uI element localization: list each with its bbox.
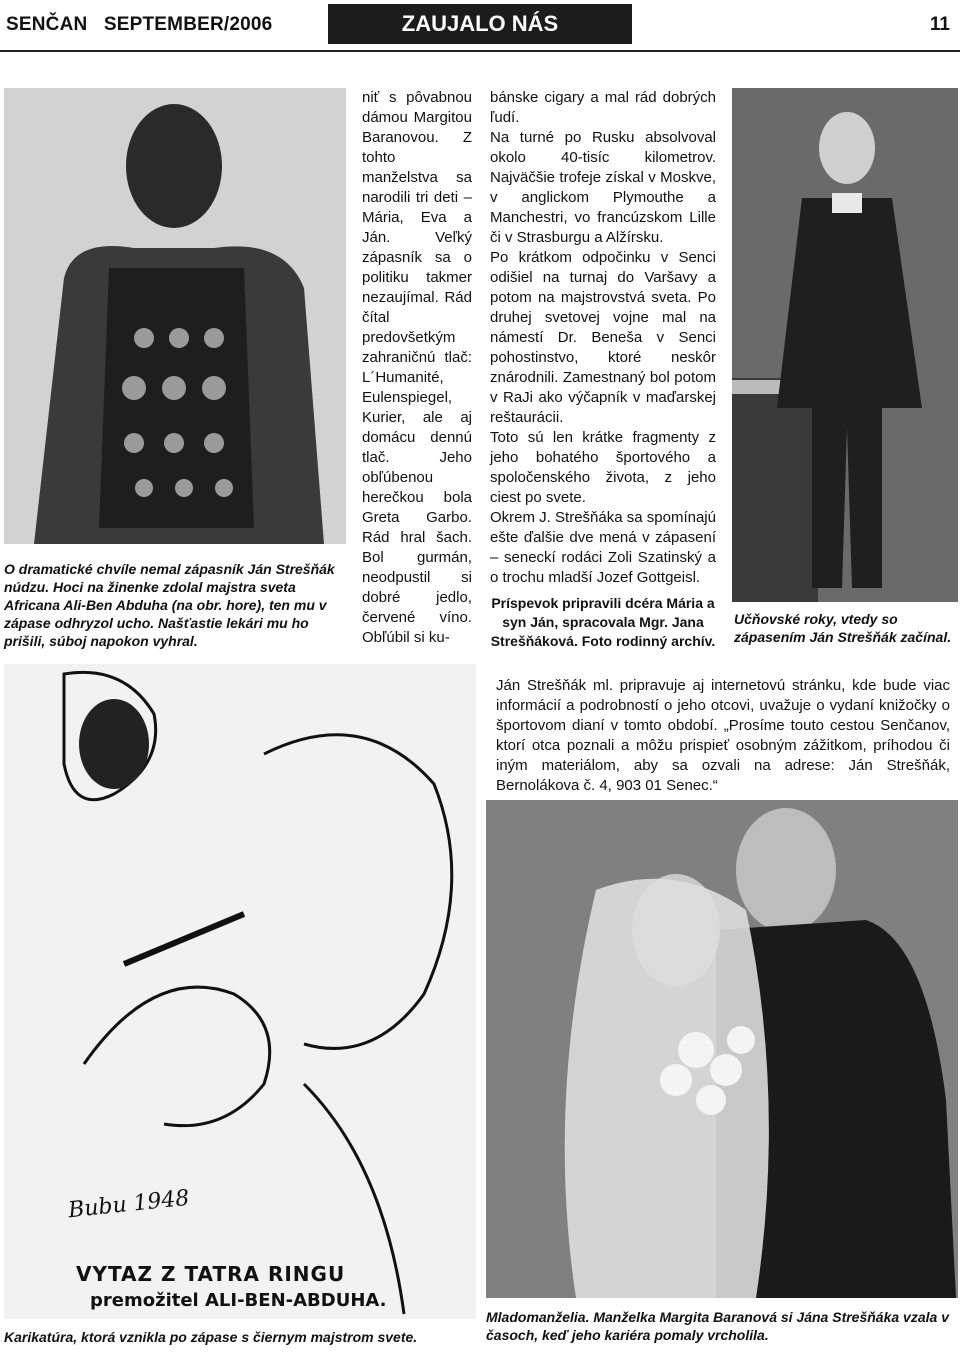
paragraph: Toto sú len krátke fragmenty z jeho bohatého športového a spoločenského života, z jeho ciest po svete. xyxy=(490,429,716,506)
wedding-caption: Mladomanželia. Manželka Margita Baranová si Jána Strešňáka vzala v časoch, keď jeho kariéra pomaly vrcholila. xyxy=(486,1309,949,1343)
article-credit: Príspevok pripravili dcéra Mária a syn Ján, spracovala Mgr. Jana Strešňáková. Foto rodinný archív. xyxy=(490,595,716,649)
paragraph: Okrem J. Strešňáka sa spomínajú ešte ďalšie dve mená v zápasení – seneckí rodáci Zoli Szatinský a o trochu mladší Jozef Gottgeisl. xyxy=(490,509,716,586)
header-divider xyxy=(0,50,960,52)
article-column-right xyxy=(490,88,716,588)
page-number: 11 xyxy=(929,14,950,35)
section-title: ZAUJALO NÁS xyxy=(328,4,632,44)
page-header xyxy=(0,0,960,52)
wrestler-caption: O dramatické chvíle nemal zápasník Ján Strešňák núdzu. Hoci na žinenke zdolal majstra sveta Africana Ali-Ben Abduha (na obr. hore), ten mu v zápase odhryzol ucho. Našťastie lekári mu ho prišili, súboj napokon vyhral. xyxy=(4,561,335,649)
article-note: Ján Strešňák ml. pripravuje aj internetovú stránku, kde bude viac informácií a podrobností o jeho otcovi, uvažuje o vydaní knižočky o športovom dianí v tomto období. „Prosíme touto cestou Senčanov, ktorí otca poznali a môžu prispieť osobným zážitkom, príhodou či iným materiálom, aby sa ozvali na adrese: Ján Strešňák, Bernolákova č. 4, 903 01 Senec.“ xyxy=(496,677,950,794)
young-man-caption: Učňovské roky, vtedy so zápasením Ján Strešňák začínal. xyxy=(734,611,952,645)
paragraph: bánske cigary a mal rád dobrých ľudí. xyxy=(490,89,716,126)
article-column-middle: niť s pôvabnou dámou Margitou Baranovou. Z tohto manželstva sa narodili tri deti – Mária, Eva a Ján. Veľký zápasník sa o politiku takmer nezaujímal. Rád čítal predovšetkým zahraničnú tlač: L´Humanité, Eulenspiegel, Kurier, ale aj domácu dennú tlač. Jeho obľúbenou herečkou bola Greta Garbo. Rád hral šach. Bol gurmán, neodpustil si dobré jedlo, červené víno. Obľúbil si ku- xyxy=(362,89,472,646)
wedding-photo xyxy=(486,800,958,1298)
wrestler-photo xyxy=(4,88,346,544)
sketch-signature: Bubu 1948 xyxy=(67,1185,191,1224)
caricature-sketch xyxy=(4,664,476,1319)
sketch-inscription-line1: VYTAZ Z TATRA RINGU xyxy=(76,1262,346,1286)
sketch-inscription-line2: premožitel ALI-BEN-ABDUHA. xyxy=(90,1290,387,1311)
paragraph: Na turné po Rusku absolvoval okolo 40-tisíc kilometrov. Najväčšie trofeje získal v Moskve, v anglickom Plymouthe a Manchestri, vo francúzskom Lille či v Strasburgu a Alžírsku. xyxy=(490,129,716,246)
caricature-caption: Karikatúra, ktorá vznikla po zápase s čiernym majstrom svete. xyxy=(4,1329,418,1345)
paragraph: Po krátkom odpočinku v Senci odišiel na turnaj do Varšavy a potom na majstrovstvá sveta. Po druhej svetovej vojne mal na námestí Dr. Beneša v Senci pohostinstvo, ktoré neskôr znárodnili. Zamestnaný bol potom v RaJi ako výčapník v maďarskej reštaurácii. xyxy=(490,249,716,426)
young-man-photo xyxy=(732,88,958,602)
publication-and-date: SENČAN SEPTEMBER/2006 xyxy=(6,14,273,35)
